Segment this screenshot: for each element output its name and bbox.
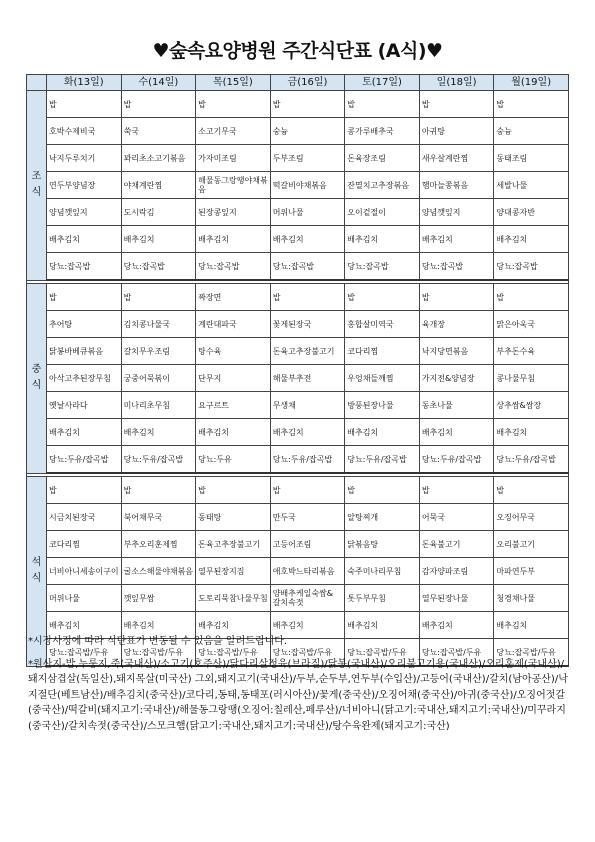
menu-row: [27, 145, 569, 172]
menu-item: 배추김치: [494, 419, 569, 446]
menu-item: 야채계란찜: [121, 172, 196, 199]
menu-item: 맑은아욱국: [494, 311, 569, 338]
menu-row: [27, 253, 569, 281]
menu-item: 돈육고추장불고기: [196, 531, 271, 558]
menu-item: 우엉채들깨찜: [345, 365, 420, 392]
menu-item: 배추김치: [345, 612, 420, 639]
menu-item: 떡갈비야채볶음: [270, 172, 345, 199]
menu-item: 톳두부무침: [345, 585, 420, 612]
menu-item: 김치콩나물국: [121, 311, 196, 338]
menu-item: 가지전&양념장: [419, 365, 494, 392]
meal-label: [27, 284, 47, 474]
menu-item: 세발나물: [494, 172, 569, 199]
menu-item: 배추김치: [345, 419, 420, 446]
menu-item: 미나리초무침: [121, 392, 196, 419]
menu-item: 배추김치: [196, 419, 271, 446]
menu-item: 밥: [494, 477, 569, 504]
menu-item: 당뇨:두유: [196, 446, 271, 474]
menu-item: 오리불고기: [494, 531, 569, 558]
menu-row: [27, 392, 569, 419]
menu-item: 닭봉바베큐볶음: [47, 338, 122, 365]
menu-item: 배추김치: [121, 226, 196, 253]
menu-item: 밥: [196, 477, 271, 504]
day-header: 목(15일): [196, 75, 271, 91]
menu-item: 배추김치: [419, 419, 494, 446]
menu-row: [27, 118, 569, 145]
menu-item: 당뇨:잡곡밥: [345, 253, 420, 281]
menu-item: 밥: [270, 477, 345, 504]
menu-item: 동태조림: [494, 145, 569, 172]
day-header: 월(19일): [494, 75, 569, 91]
menu-item: 코다리찜: [345, 338, 420, 365]
menu-item: 시금치된장국: [47, 504, 122, 531]
menu-item: 호박수제비국: [47, 118, 122, 145]
menu-row: [27, 477, 569, 504]
menu-item: 북어채무국: [121, 504, 196, 531]
menu-item: 당뇨:잡곡밥/두유: [47, 639, 122, 667]
menu-item: 마파연두부: [494, 558, 569, 585]
menu-item: 햄마늘쫑볶음: [419, 172, 494, 199]
meal-label-char: 석: [31, 557, 42, 569]
menu-item: 당뇨:두유/잡곡밥: [121, 446, 196, 474]
meal-label-char: 조: [31, 171, 42, 183]
meal-label-char: 식: [31, 187, 42, 199]
menu-row: [27, 365, 569, 392]
menu-item: 도토리묵참나물무침: [196, 585, 271, 612]
notes: [28, 634, 573, 734]
menu-item: 양대콩자반: [494, 199, 569, 226]
menu-item: 배추김치: [47, 612, 122, 639]
menu-item: 배추김치: [47, 226, 122, 253]
menu-row: [27, 311, 569, 338]
menu-item: 육개장: [419, 311, 494, 338]
menu-item: 당뇨:잡곡밥/두유: [345, 639, 420, 667]
menu-item: 배추김치: [345, 226, 420, 253]
menu-item: 낙지당면볶음: [419, 338, 494, 365]
menu-item: 배추김치: [196, 226, 271, 253]
menu-row: [27, 531, 569, 558]
menu-row: [27, 419, 569, 446]
menu-item: 당뇨:두유/잡곡밥: [419, 446, 494, 474]
menu-item: 홍합살미역국: [345, 311, 420, 338]
menu-item: 두부조림: [270, 145, 345, 172]
weekly-menu-table: [26, 74, 569, 667]
menu-item: 배추김치: [121, 612, 196, 639]
menu-row: [27, 91, 569, 118]
menu-item: 요구르트: [196, 392, 271, 419]
menu-item: 돈육고추장불고기: [270, 338, 345, 365]
menu-item: 열무된장나물: [419, 585, 494, 612]
menu-row: [27, 446, 569, 474]
menu-item: 추어탕: [47, 311, 122, 338]
notice-text: *시장사정에 따라 식단표가 변동될 수 있음을 알려드립니다.: [28, 636, 288, 647]
menu-item: 밥: [345, 477, 420, 504]
menu-item: 방풍된장나물: [345, 392, 420, 419]
menu-item: 오징어무국: [494, 504, 569, 531]
menu-item: 밥: [419, 477, 494, 504]
menu-item: 부추오리훈제찜: [121, 531, 196, 558]
menu-item: 동태탕: [196, 504, 271, 531]
menu-item: 숭늉: [270, 118, 345, 145]
menu-item: 양념깻잎지: [47, 199, 122, 226]
menu-item: 배추김치: [419, 612, 494, 639]
day-header: 화(13일): [47, 75, 122, 91]
menu-item: 닭볶음탕: [345, 531, 420, 558]
day-header: 수(14일): [121, 75, 196, 91]
menu-item: 오이겉절이: [345, 199, 420, 226]
menu-item: 당뇨:잡곡밥: [47, 253, 122, 281]
menu-item: 당뇨:두유/잡곡밥: [345, 446, 420, 474]
menu-item: 당뇨:잡곡밥/두유: [419, 639, 494, 667]
menu-item: 탕수육: [196, 338, 271, 365]
menu-item: 당뇨:두유/잡곡밥: [270, 446, 345, 474]
menu-item: 밥: [345, 91, 420, 118]
menu-item: 애호박느타리볶음: [270, 558, 345, 585]
menu-item: 밥: [121, 477, 196, 504]
menu-item: 열무된장지짐: [196, 558, 271, 585]
menu-item: 짜장면: [196, 284, 271, 311]
menu-item: 아삭고추된장무침: [47, 365, 122, 392]
menu-item: 배추김치: [494, 226, 569, 253]
menu-item: 꽈리초소고기볶음: [121, 145, 196, 172]
menu-item: 머위나물: [47, 585, 122, 612]
menu-item: 배추김치: [419, 226, 494, 253]
menu-item: 어묵국: [419, 504, 494, 531]
menu-item: 너비아니세송이구이: [47, 558, 122, 585]
menu-row: [27, 504, 569, 531]
meal-label-char: 식: [31, 573, 42, 585]
menu-item: 굴소스해물야채볶음: [121, 558, 196, 585]
menu-item: 해물동그랑땡야채볶음: [196, 172, 271, 199]
menu-item: 밥: [47, 284, 122, 311]
menu-item: 무생채: [270, 392, 345, 419]
day-header: 금(16일): [270, 75, 345, 91]
menu-item: 숙주미나리무침: [345, 558, 420, 585]
menu-item: 밥: [121, 284, 196, 311]
menu-item: 꽃게된장국: [270, 311, 345, 338]
menu-item: 고등어조림: [270, 531, 345, 558]
menu-item: 밥: [47, 477, 122, 504]
menu-item: 당뇨:잡곡밥/두유: [494, 639, 569, 667]
menu-row: [27, 558, 569, 585]
menu-item: 밥: [419, 91, 494, 118]
menu-item: 배추김치: [270, 226, 345, 253]
menu-item: 동초나물: [419, 392, 494, 419]
menu-item: 낙지두루치기: [47, 145, 122, 172]
menu-item: 갈치무우조림: [121, 338, 196, 365]
menu-row: [27, 284, 569, 311]
menu-item: 궁중어묵볶이: [121, 365, 196, 392]
menu-item: 쑥국: [121, 118, 196, 145]
menu-row: [27, 199, 569, 226]
day-header-row: [27, 75, 569, 91]
menu-item: 밥: [345, 284, 420, 311]
menu-row: [27, 338, 569, 365]
meal-label: [27, 91, 47, 281]
menu-item: 부추돈수육: [494, 338, 569, 365]
menu-item: 연두부양념장: [47, 172, 122, 199]
menu-item: 당뇨:잡곡밥: [419, 253, 494, 281]
menu-item: 양배추케일숙쌈&갈치속젓: [270, 585, 345, 612]
menu-row: [27, 585, 569, 612]
menu-item: 콩가루배추국: [345, 118, 420, 145]
menu-item: 돈육장조림: [345, 145, 420, 172]
menu-item: 양념깻잎지: [419, 199, 494, 226]
menu-item: 당뇨:두유/잡곡밥: [47, 446, 122, 474]
menu-item: 배추김치: [494, 612, 569, 639]
menu-item: 코다리찜: [47, 531, 122, 558]
menu-item: 도시락김: [121, 199, 196, 226]
menu-item: 콩나물무침: [494, 365, 569, 392]
menu-item: 해물부추전: [270, 365, 345, 392]
menu-item: 깻잎무쌈: [121, 585, 196, 612]
day-header: 일(18일): [419, 75, 494, 91]
menu-item: 밥: [494, 284, 569, 311]
menu-item: 당뇨:두유/잡곡밥: [494, 446, 569, 474]
menu-item: 밥: [419, 284, 494, 311]
menu-row: [27, 172, 569, 199]
menu-item: 청경채나물: [494, 585, 569, 612]
day-header: 토(17일): [345, 75, 420, 91]
menu-item: 밥: [270, 91, 345, 118]
menu-item: 옛날사라다: [47, 392, 122, 419]
menu-item: 계란대파국: [196, 311, 271, 338]
menu-item: 밥: [196, 91, 271, 118]
menu-item: 당뇨:잡곡밥/두유: [196, 639, 271, 667]
menu-item: 감자양파조림: [419, 558, 494, 585]
menu-item: 배추김치: [47, 419, 122, 446]
menu-item: 당뇨:잡곡밥: [494, 253, 569, 281]
page-title: ♥숲속요양병원 주간식단표 (A식)♥: [152, 40, 443, 62]
menu-item: 밥: [270, 284, 345, 311]
menu-item: 배추김치: [270, 612, 345, 639]
menu-item: 밥: [47, 91, 122, 118]
menu-item: 아귀탕: [419, 118, 494, 145]
menu-item: 숭늉: [494, 118, 569, 145]
menu-item: 배추김치: [121, 419, 196, 446]
menu-item: 잔멸치고추장볶음: [345, 172, 420, 199]
menu-item: 상추쌈&쌈장: [494, 392, 569, 419]
menu-item: 배추김치: [196, 612, 271, 639]
menu-item: 만두국: [270, 504, 345, 531]
menu-item: 새우살계란찜: [419, 145, 494, 172]
menu-row: [27, 226, 569, 253]
menu-item: 당뇨:잡곡밥/두유: [270, 639, 345, 667]
menu-item: 배추김치: [270, 419, 345, 446]
menu-item: 알탕찌개: [345, 504, 420, 531]
menu-item: 된장콩잎지: [196, 199, 271, 226]
menu-item: 당뇨:잡곡밥: [270, 253, 345, 281]
meal-label-char: 식: [31, 380, 42, 392]
menu-item: 가자미조림: [196, 145, 271, 172]
header-corner: [27, 75, 47, 91]
menu-item: 돈육불고기: [419, 531, 494, 558]
menu-item: 밥: [121, 91, 196, 118]
meal-label-char: 중: [31, 364, 42, 376]
menu-item: 소고기무국: [196, 118, 271, 145]
menu-item: 당뇨:잡곡밥: [196, 253, 271, 281]
menu-item: 단무지: [196, 365, 271, 392]
menu-item: 당뇨:잡곡밥: [121, 253, 196, 281]
origin-text: *원산지-밥,누룽지,죽(국내산)/소고기(호주산)/닭다리살정육(브라질)/닭봉(국내산)/오리불고기용(국내산)/오리훈제(국내산)/돼지삼겹살(독일산),돼지목살(미국산) 그외,돼지고기(국내산)/두부,순두부,연두부(수입산)/고등어(국내산)/갈치(남아공산)/낙지절단(베트남산)/배추김치(중국산)/코다리,동태,동태포(러시아산)/꽃게(중국산)/오징어채(중국산)/아귀(중국산)/오징어젓갈(중국산)/떡갈비(돼지고기:국내산)/해물동그랑땡(오징어:칠레산,페루산)/너비아니(닭고기:국내산,돼지고기:국내산)/미꾸라지(중국산)/갈치속젓(중국산)/스모크햄(닭고기:국내산,돼지고기:국내산)/탕수육완제(돼지고기:국산): [28, 658, 568, 732]
menu-item: 당뇨:잡곡밥/두유: [121, 639, 196, 667]
menu-item: 밥: [494, 91, 569, 118]
menu-item: 머위나물: [270, 199, 345, 226]
